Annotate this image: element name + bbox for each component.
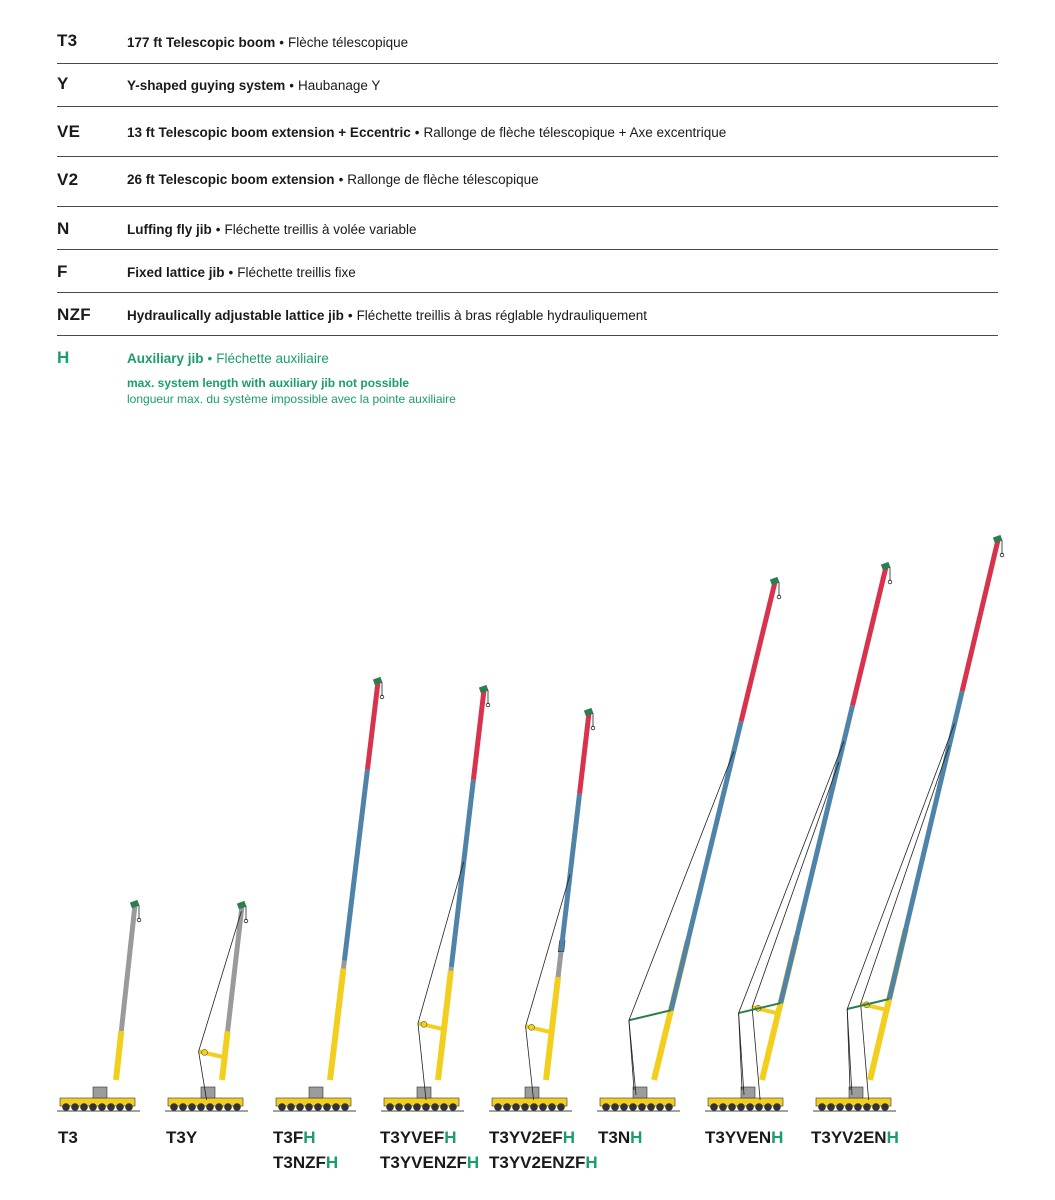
luffing-strut: [629, 1010, 671, 1020]
crane-wheel: [863, 1103, 871, 1111]
configuration-label-line: [489, 1150, 598, 1175]
jib-blue-section: [344, 770, 367, 961]
crane-wheel: [233, 1103, 241, 1111]
crane-wheel: [539, 1103, 547, 1111]
configuration-label-line: [489, 1125, 598, 1150]
jib-red-section: [367, 682, 378, 770]
crane-wheel: [656, 1103, 664, 1111]
configuration-label: [705, 1125, 783, 1150]
boom-telescopic-section: [558, 952, 561, 978]
configuration-aux-code: H: [886, 1128, 899, 1147]
crane-wheel: [512, 1103, 520, 1111]
crane-wheel: [602, 1103, 610, 1111]
crane-counterweight: [849, 1087, 863, 1098]
configuration-aux-code: H: [562, 1128, 575, 1147]
crane-wheel: [449, 1103, 457, 1111]
crane-8: [813, 535, 1004, 1111]
crane-wheel: [404, 1103, 412, 1111]
crane-counterweight: [201, 1087, 215, 1098]
crane-wheel: [224, 1103, 232, 1111]
crane-wheel: [611, 1103, 619, 1111]
legend-description: 13 ft Telescopic boom extension + Eccentric • Rallonge de flèche télescopique + Axe excentrique: [127, 125, 727, 140]
crane-2: [165, 901, 248, 1111]
configuration-label: [58, 1125, 78, 1150]
configuration-code: T3Y: [166, 1128, 198, 1147]
crane-3: [273, 677, 384, 1111]
configuration-code: T3YV2EN: [811, 1128, 887, 1147]
legend-row-v2: [57, 157, 998, 207]
boom-head: [373, 677, 383, 685]
boom-head: [993, 535, 1003, 543]
configuration-aux-code: H: [325, 1153, 339, 1172]
crane-wheel: [98, 1103, 106, 1111]
boom-base-section: [116, 1031, 121, 1080]
legend-code: VE: [57, 122, 81, 141]
crane-6: [597, 577, 781, 1111]
configuration-label-line: [705, 1125, 783, 1150]
crane-counterweight: [417, 1087, 431, 1098]
boom-base-section: [330, 969, 343, 1080]
crane-wheel: [773, 1103, 781, 1111]
crane-counterweight: [309, 1087, 323, 1098]
crane-wheel: [395, 1103, 403, 1111]
crane-wheel: [503, 1103, 511, 1111]
crane-wheel: [836, 1103, 844, 1111]
crane-wheel: [413, 1103, 421, 1111]
configuration-code: T3YV2EF: [489, 1128, 563, 1147]
jib-blue-section: [671, 721, 741, 1010]
crane-wheel: [872, 1103, 880, 1111]
crane-carrier-deck: [816, 1098, 891, 1106]
crane-wheel: [287, 1103, 295, 1111]
legend-code: NZF: [57, 305, 91, 324]
crane-wheel: [332, 1103, 340, 1111]
y-guying-cable: [752, 1007, 760, 1100]
crane-wheel: [179, 1103, 187, 1111]
legend-code: F: [57, 262, 68, 281]
crane-wheel: [323, 1103, 331, 1111]
boom-head: [237, 901, 247, 909]
configuration-code: T3F: [273, 1128, 304, 1147]
legend-description: Luffing fly jib • Fléchette treillis à volée variable: [127, 222, 417, 237]
configuration-label-line: [58, 1125, 78, 1150]
crane-wheel: [755, 1103, 763, 1111]
crane-wheel: [386, 1103, 394, 1111]
crane-carrier-deck: [600, 1098, 675, 1106]
configuration-label-line: [811, 1125, 899, 1150]
y-guying-cable: [752, 762, 839, 1007]
crane-wheel: [557, 1103, 565, 1111]
legend-row-auxiliary: [57, 336, 998, 416]
configuration-code: T3YVEN: [705, 1128, 772, 1147]
crane-wheel: [521, 1103, 529, 1111]
luffing-guy-cable: [629, 751, 734, 1020]
configuration-label-line: [598, 1125, 642, 1150]
crane-wheel: [665, 1103, 673, 1111]
crane-wheel: [188, 1103, 196, 1111]
jib-red-section: [741, 582, 775, 721]
boom-telescopic-section: [343, 961, 344, 969]
auxiliary-note-fr: longueur max. du système impossible avec la pointe auxiliaire: [127, 392, 456, 406]
crane-wheel: [440, 1103, 448, 1111]
crane-wheel: [314, 1103, 322, 1111]
configuration-code: T3N: [598, 1128, 631, 1147]
configuration-aux-code: H: [444, 1128, 457, 1147]
legend-row-t3: [57, 26, 998, 64]
crane-wheel: [854, 1103, 862, 1111]
crane-carrier-deck: [276, 1098, 351, 1106]
crane-wheel: [125, 1103, 133, 1111]
crane-configurations-diagram: [0, 520, 1055, 1200]
configuration-code: T3: [58, 1128, 78, 1147]
y-guying-sheave: [529, 1024, 535, 1030]
crane-wheel: [305, 1103, 313, 1111]
crane-wheel: [845, 1103, 853, 1111]
configuration-label: [166, 1125, 197, 1150]
boom-telescopic-section: [121, 905, 135, 1031]
configuration-label: [273, 1125, 338, 1175]
legend-code: T3: [57, 31, 78, 50]
crane-wheel: [197, 1103, 205, 1111]
crane-wheel: [494, 1103, 502, 1111]
legend-description: 177 ft Telescopic boom • Flèche télescopique: [127, 35, 409, 50]
configuration-label: [380, 1125, 479, 1175]
crane-wheel: [215, 1103, 223, 1111]
crane-wheel: [296, 1103, 304, 1111]
configuration-code: T3YVEF: [380, 1128, 445, 1147]
boom-head: [130, 900, 140, 908]
crane-wheel: [62, 1103, 70, 1111]
configuration-code: T3NZF: [273, 1153, 326, 1172]
legend-description: Hydraulically adjustable lattice jib • Fléchette treillis à bras réglable hydrauliquement: [127, 308, 647, 323]
crane-wheel: [827, 1103, 835, 1111]
configuration-label-line: [380, 1125, 479, 1150]
boom-head: [881, 562, 891, 570]
crane-wheel: [206, 1103, 214, 1111]
configuration-label: [489, 1125, 598, 1175]
crane-7: [705, 562, 892, 1111]
jib-red-section: [580, 713, 589, 794]
jib-red-section: [473, 690, 484, 780]
auxiliary-note-en: max. system length with auxiliary jib not possible: [127, 376, 410, 390]
boom-head: [479, 685, 489, 693]
crane-5: [489, 708, 595, 1111]
legend-description: Fixed lattice jib • Fléchette treillis fixe: [127, 265, 356, 280]
crane-wheel: [764, 1103, 772, 1111]
configuration-aux-code: H: [630, 1128, 643, 1147]
crane-wheel: [278, 1103, 286, 1111]
crane-wheel: [431, 1103, 439, 1111]
crane-wheel: [647, 1103, 655, 1111]
crane-wheel: [638, 1103, 646, 1111]
jib-blue-section: [561, 794, 579, 952]
crane-wheel: [107, 1103, 115, 1111]
crane-wheel: [728, 1103, 736, 1111]
crane-carrier-deck: [384, 1098, 459, 1106]
crane-1: [57, 900, 141, 1111]
luffing-guy-cable: [629, 1020, 636, 1095]
legend-code: N: [57, 219, 70, 238]
crane-wheel: [818, 1103, 826, 1111]
y-guying-cable: [418, 862, 464, 1024]
legend-row-f: [57, 250, 998, 293]
legend-code: Y: [57, 74, 69, 93]
crane-wheel: [737, 1103, 745, 1111]
crane-wheel: [530, 1103, 538, 1111]
crane-wheel: [170, 1103, 178, 1111]
configuration-label-line: [380, 1150, 479, 1175]
y-guying-cable: [861, 1004, 869, 1100]
legend-description: Auxiliary jib • Fléchette auxiliaire: [127, 351, 329, 366]
boom-head: [770, 577, 780, 585]
luffing-guy-cable: [739, 741, 844, 1013]
legend-code: V2: [57, 170, 79, 189]
crane-counterweight: [93, 1087, 107, 1098]
crane-wheel: [422, 1103, 430, 1111]
crane-carrier-deck: [708, 1098, 783, 1106]
crane-carrier-deck: [60, 1098, 135, 1106]
configuration-aux-code: H: [771, 1128, 784, 1147]
y-guying-sheave: [421, 1021, 427, 1027]
crane-wheel: [881, 1103, 889, 1111]
configuration-aux-code: H: [585, 1153, 598, 1172]
boom-telescopic-section: [228, 906, 242, 1031]
boom-base-section: [546, 977, 558, 1080]
jib-blue-section: [781, 706, 853, 1004]
crane-wheel: [89, 1103, 97, 1111]
crane-wheel: [80, 1103, 88, 1111]
jib-red-section: [962, 540, 998, 691]
configuration-label-line: [273, 1150, 338, 1175]
legend-row-ve: [57, 107, 998, 157]
boom-head: [584, 708, 594, 716]
crane-carrier-deck: [492, 1098, 567, 1106]
legend-row-n: [57, 207, 998, 250]
crane-wheel: [341, 1103, 349, 1111]
y-guying-cable: [861, 745, 950, 1004]
jib-red-section: [853, 567, 886, 706]
legend-row-nzf: [57, 293, 998, 336]
legend-table: [57, 26, 998, 416]
jib-blue-section: [451, 780, 473, 967]
legend-row-y: [57, 64, 998, 107]
legend-description: 26 ft Telescopic boom extension • Rallonge de flèche télescopique: [127, 172, 539, 187]
crane-wheel: [719, 1103, 727, 1111]
configuration-code: T3YVENZF: [380, 1153, 467, 1172]
configuration-aux-code: H: [303, 1128, 316, 1147]
crane-wheel: [746, 1103, 754, 1111]
crane-counterweight: [741, 1087, 755, 1098]
crane-wheel: [620, 1103, 628, 1111]
configuration-code: T3YV2ENZF: [489, 1153, 586, 1172]
crane-wheel: [629, 1103, 637, 1111]
crane-wheel: [710, 1103, 718, 1111]
legend-code: H: [57, 348, 70, 367]
configuration-aux-code: H: [466, 1153, 480, 1172]
jib-blue-section: [889, 691, 962, 999]
configuration-label: [598, 1125, 642, 1150]
legend-description: Y-shaped guying system • Haubanage Y: [127, 78, 381, 93]
configuration-label-line: [273, 1125, 338, 1150]
crane-wheel: [116, 1103, 124, 1111]
crane-wheel: [548, 1103, 556, 1111]
luffing-guy-cable: [847, 724, 954, 1009]
boom-base-section: [438, 971, 451, 1080]
y-guying-sheave: [202, 1049, 208, 1055]
configuration-label: [811, 1125, 899, 1150]
configuration-label-line: [166, 1125, 197, 1150]
crane-wheel: [71, 1103, 79, 1111]
crane-carrier-deck: [168, 1098, 243, 1106]
crane-4: [381, 685, 490, 1111]
